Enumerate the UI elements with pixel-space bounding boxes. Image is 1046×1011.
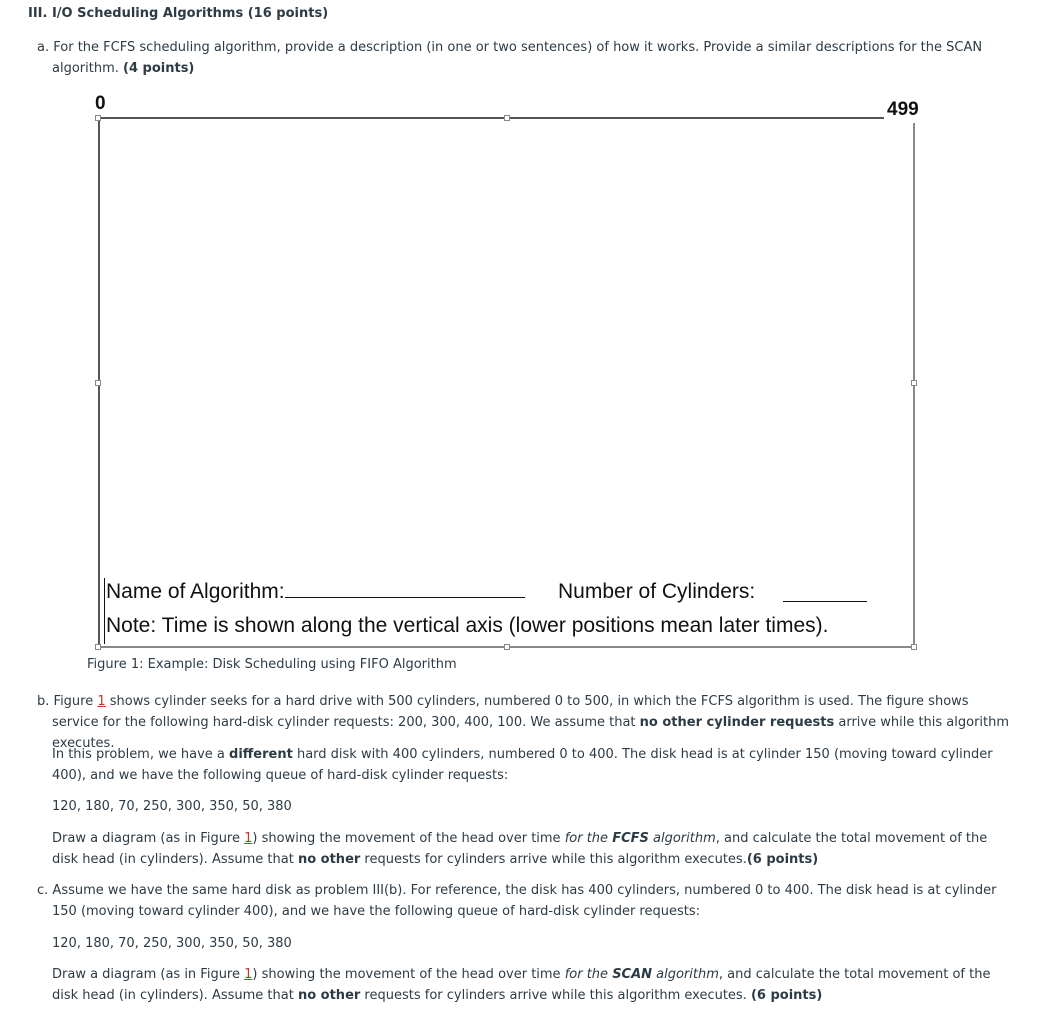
part-b-p1-mid: shows cylinder seeks for a hard drive with 500 cylinders, numbered 0 to 500, in which the FCFS algorithm is used. The figure shows service for the following hard-disk cylinder requests: 200, 300, 400, 100. We assume that — [52, 694, 969, 730]
cylinders-label: Number of Cylinders: — [558, 580, 756, 603]
axis-label-start: 0 — [95, 93, 106, 114]
part-b-label: b. — [37, 694, 50, 709]
algorithm-name-blank — [285, 583, 525, 598]
part-b-p3-pre: Draw a diagram (as in Figure — [52, 831, 245, 846]
algorithm-name-label: Name of Algorithm: — [106, 580, 285, 603]
part-b-p2 — [52, 744, 1012, 786]
part-b-p2-bold: different — [229, 747, 293, 762]
figure-ref-link[interactable]: 1 — [244, 831, 253, 846]
resize-handle-middle-left[interactable] — [95, 380, 101, 386]
figure-ref-link[interactable]: 1 — [97, 694, 106, 709]
resize-handle-top-left[interactable] — [95, 115, 101, 121]
section-title: III. I/O Scheduling Algorithms (16 points) — [28, 6, 329, 21]
part-c-p1-text: Assume we have the same hard disk as problem III(b). For reference, the disk has 400 cylinders, numbered 0 to 400. The disk head is at cylinder 150 (moving toward cylinder 400), and we have the following queue of hard-disk cylinder requests: — [52, 883, 997, 919]
figure-note: Note: Time is shown along the vertical axis (lower positions mean later times). — [106, 614, 829, 637]
part-b-p1-pre: Figure — [53, 694, 98, 709]
part-b-p2-end: hard disk with 400 cylinders, numbered 0 to 400. The disk head is at cylinder 150 (moving toward cylinder 400), and we have the following queue of hard-disk cylinder requests: — [52, 747, 993, 783]
part-b-points: (6 points) — [746, 852, 819, 867]
part-b-p3-italic-bold: FCFS — [612, 831, 649, 846]
resize-handle-middle-right[interactable] — [911, 380, 917, 386]
part-c-p3-italic-pre: for the — [564, 967, 613, 982]
part-c-p3-italic-end: algorithm — [652, 967, 719, 982]
figure-ref-link[interactable]: 1 — [244, 967, 253, 982]
figure-inner-rule — [104, 578, 105, 644]
part-b-p3-mid2: , and calculate the total movement of the disk head (in cylinders). Assume that — [52, 831, 988, 867]
part-c-p3-mid: ) showing the movement of the head over time — [252, 967, 565, 982]
part-c-p1 — [37, 880, 1012, 922]
part-c-p3-end: requests for cylinders arrive while this algorithm executes. — [360, 988, 747, 1003]
part-b-p3-bold: no other — [297, 852, 361, 867]
axis-label-end: 499 — [887, 99, 919, 120]
cylinders-row — [558, 577, 755, 607]
part-c-label: c. — [37, 883, 49, 898]
part-a-points: (4 points) — [123, 61, 195, 76]
part-b-p3-italic-pre: for the — [564, 831, 613, 846]
part-c-p3-mid2: , and calculate the total movement of the disk head (in cylinders). Assume that — [52, 967, 991, 1003]
part-b-p1-end: arrive while this algorithm executes. — [52, 715, 1010, 751]
part-c-p3 — [52, 964, 1012, 1006]
part-b-p3 — [52, 828, 1012, 870]
part-c-points: (6 points) — [750, 988, 823, 1003]
resize-handle-bottom-right[interactable] — [911, 644, 917, 650]
part-a — [37, 37, 1012, 79]
algorithm-name-row — [106, 577, 525, 607]
part-a-label: a. — [37, 40, 50, 55]
part-b-p3-end: requests for cylinders arrive while this algorithm executes. — [360, 852, 747, 867]
part-b-p3-mid: ) showing the movement of the head over time — [252, 831, 565, 846]
resize-handle-bottom-middle[interactable] — [504, 644, 510, 650]
part-b-p1-bold: no other cylinder requests — [639, 715, 835, 730]
part-a-text: For the FCFS scheduling algorithm, provide a description (in one or two sentences) of how it works. Provide a similar descriptions for the SCAN algorithm. — [52, 40, 983, 76]
part-c-queue: 120, 180, 70, 250, 300, 350, 50, 380 — [52, 936, 292, 951]
part-c-p3-italic-bold: SCAN — [612, 967, 653, 982]
part-b-p2-pre: In this problem, we have a — [52, 747, 230, 762]
part-c-p3-bold: no other — [297, 988, 361, 1003]
figure-top-axis — [100, 117, 884, 119]
part-b-p3-italic-end: algorithm — [648, 831, 716, 846]
resize-handle-bottom-left[interactable] — [95, 644, 101, 650]
figure-caption: Figure 1: Example: Disk Scheduling using FIFO Algorithm — [87, 657, 457, 672]
resize-handle-top-middle[interactable] — [504, 115, 510, 121]
cylinders-blank — [783, 587, 867, 602]
part-b-queue: 120, 180, 70, 250, 300, 350, 50, 380 — [52, 799, 292, 814]
part-c-p3-pre: Draw a diagram (as in Figure — [52, 967, 245, 982]
